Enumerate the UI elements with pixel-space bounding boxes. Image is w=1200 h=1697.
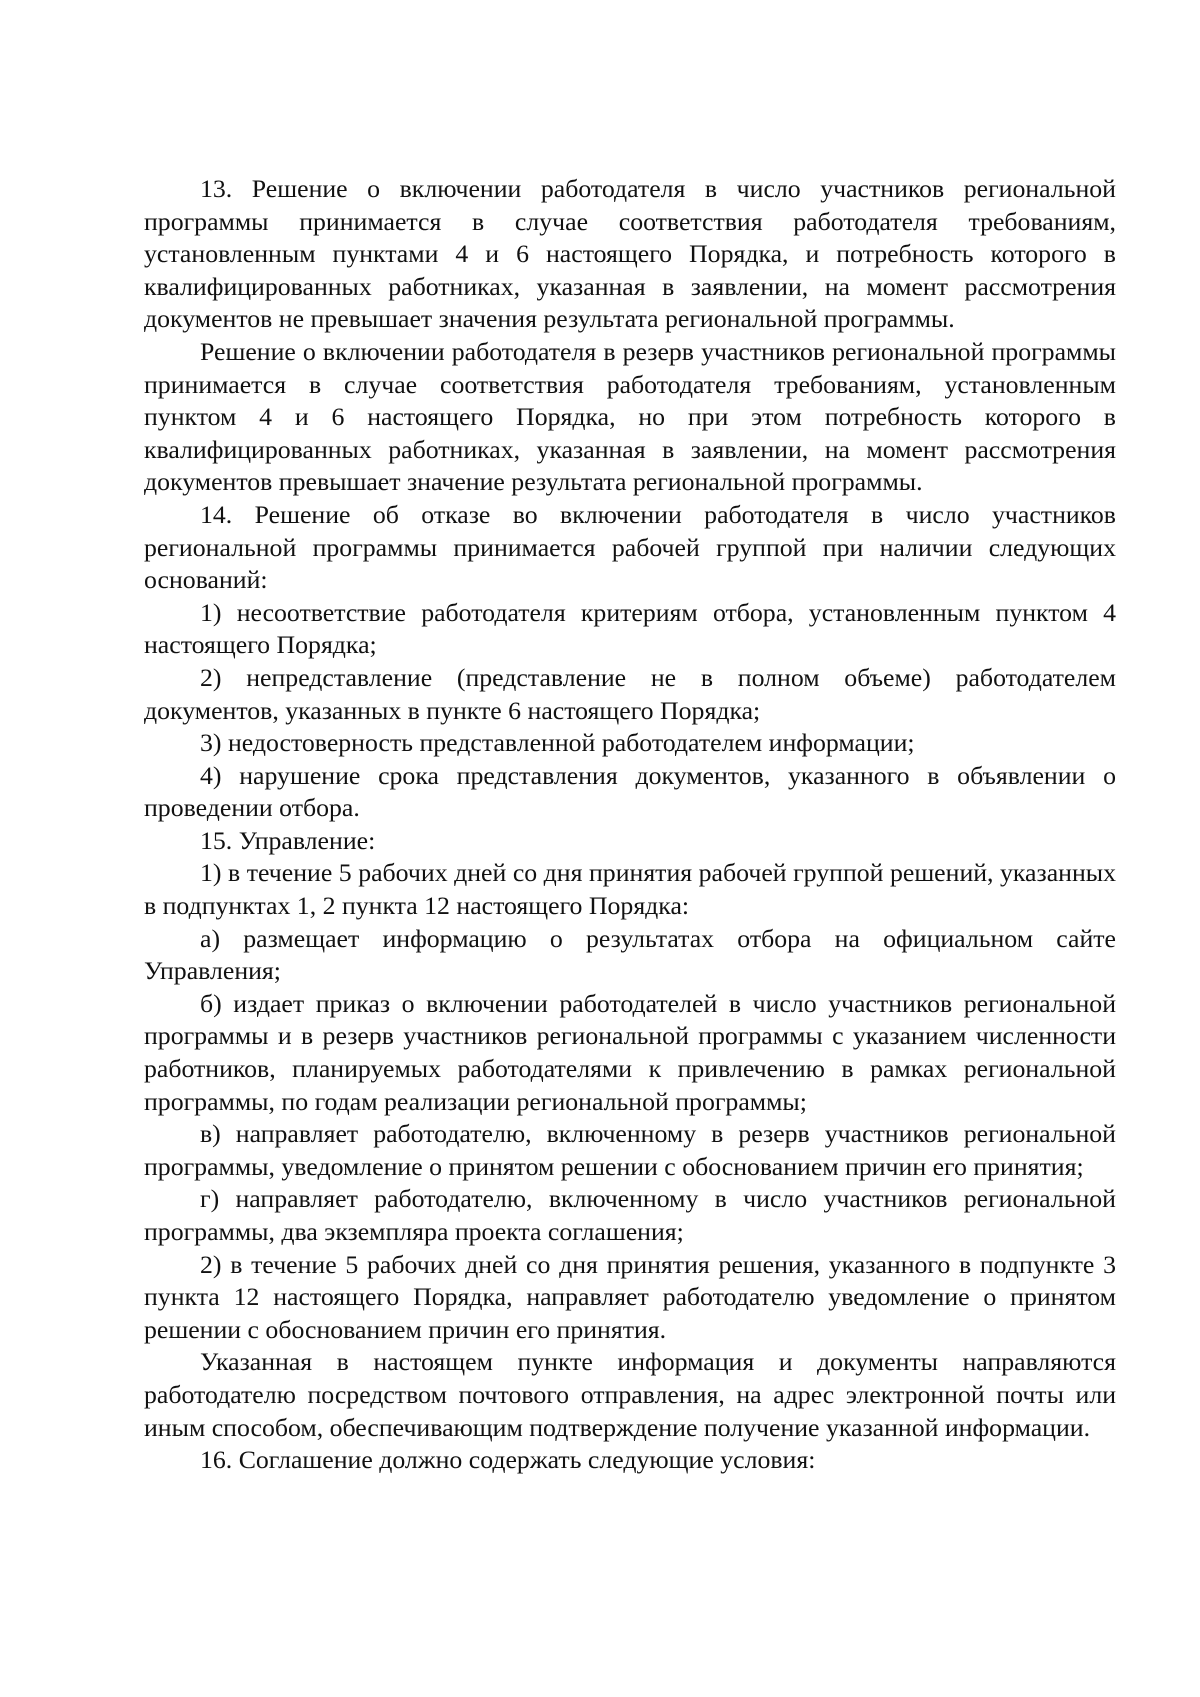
paragraph-15: 15. Управление: [200,825,376,855]
paragraph-15-item-1-a: а) размещает информацию о результатах отбора на официальном сайте Управления; [144,923,1116,986]
paragraph-14-item-2: 2) непредставление (представление не в полном объеме) работодателем документов, указанных в пункте 6 настоящего Порядка; [144,662,1116,725]
paragraph-13-reserve: Решение о включении работодателя в резерв участников региональной программы принимается в случае соответствия работодателя требованиям, установленным пунктом 4 и 6 настоящего Порядка, но при этом потребность которого в квалифицированных работниках, указанная в заявлении, на момент рассмотрения документов превышает значение результата региональной программы. [144,336,1116,497]
paragraph-14-item-1: 1) несоответствие работодателя критериям отбора, установленным пунктом 4 настоящего Порядка; [144,597,1116,660]
paragraph-15-item-1-v: в) направляет работодателю, включенному в резерв участников региональной программы, уведомление о принятом решении с обоснованием причин его принятия; [144,1119,1116,1181]
paragraph-15-item-2: 2) в течение 5 рабочих дней со дня принятия решения, указанного в подпункте 3 пункта 12 настоящего Порядка, направляет работодателю уведомление о принятом решении с обоснованием причин его принятия. [144,1249,1116,1344]
document-body [144,173,1116,1477]
paragraph-15-item-1: 1) в течение 5 рабочих дней со дня принятия рабочей группой решений, указанных в подпунктах 1, 2 пункта 12 настоящего Порядка: [144,858,1116,921]
paragraph-15-item-1-g: г) направляет работодателю, включенному в число участников региональной программы, два экземпляра проекта соглашения; [144,1184,1116,1246]
paragraph-14-item-4: 4) нарушение срока представления документов, указанного в объявлении о проведении отбора. [144,760,1116,823]
paragraph-16: 16. Соглашение должно содержать следующие условия: [200,1445,816,1475]
paragraph-15-note: Указанная в настоящем пункте информация и документы направляются работодателю посредством почтового отправления, на адрес электронной почты или иным способом, обеспечивающим подтверждение получение указанной информации. [144,1347,1116,1442]
paragraph-14-item-3: 3) недостоверность представленной работодателем информации; [200,728,915,758]
paragraph-14: 14. Решение об отказе во включении работодателя в число участников региональной программы принимается рабочей группой при наличии следующих оснований: [144,499,1116,595]
paragraph-15-item-1-b: б) издает приказ о включении работодателей в число участников региональной программы и в резерв участников региональной программы с указанием численности работников, планируемых работодателями к привлечению в рамках региональной программы, по годам реализации региональной программы; [144,988,1116,1116]
paragraph-13: 13. Решение о включении работодателя в число участников региональной программы принимается в случае соответствия работодателя требованиям, установленным пунктами 4 и 6 настоящего Порядка, и потребность которого в квалифицированных работниках, указанная в заявлении, на момент рассмотрения документов не превышает значения результата региональной программы. [144,174,1116,334]
